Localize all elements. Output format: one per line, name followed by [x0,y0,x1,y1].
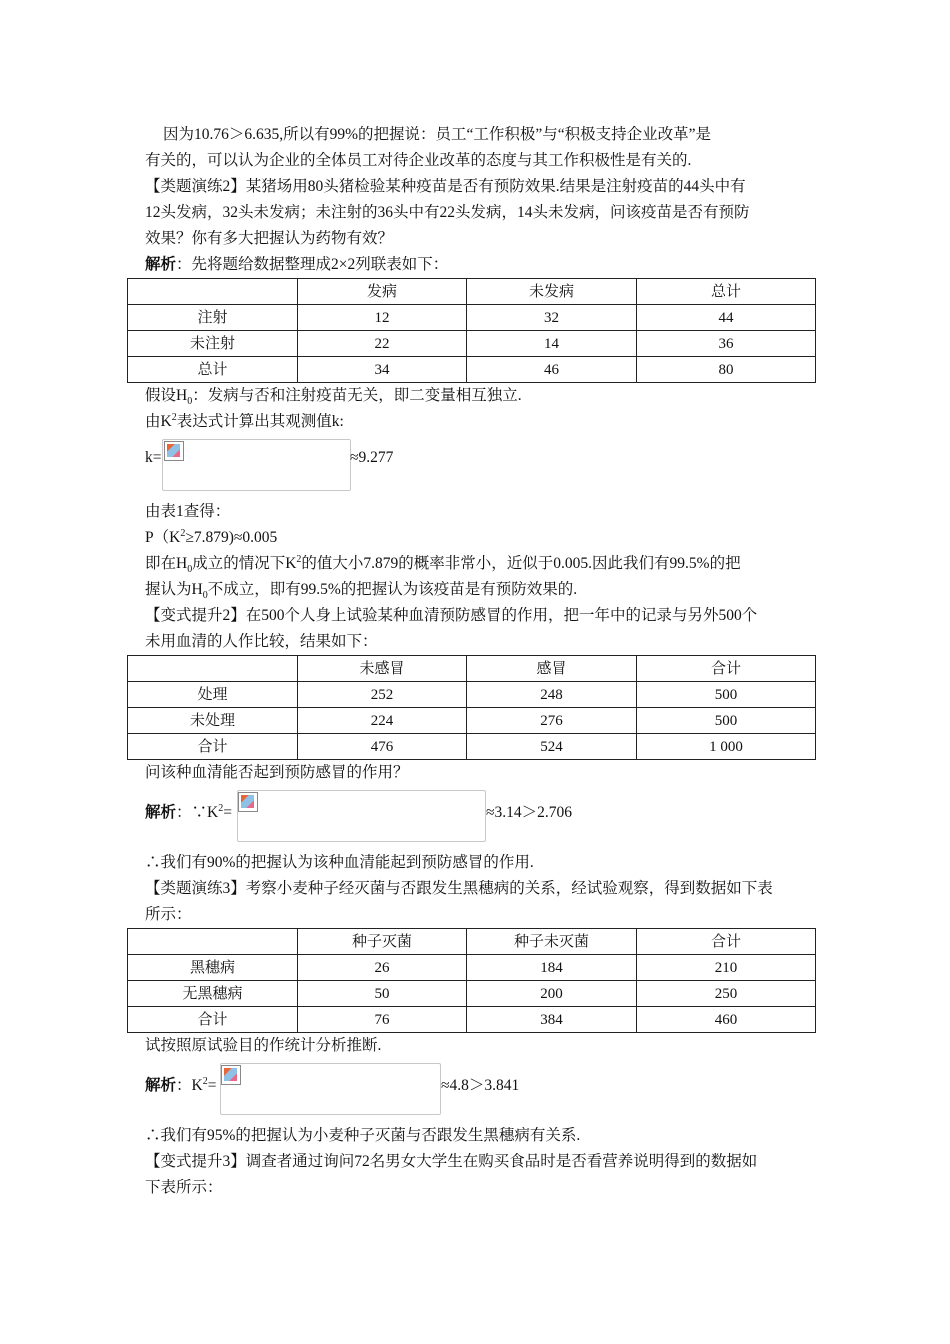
table-cell: 22 [298,331,467,357]
table-cell [128,279,298,305]
table-header-row [128,656,816,682]
table-cell: 210 [637,955,816,981]
table-cell: 发病 [298,279,467,305]
table-cell: 80 [637,357,816,383]
table-cell: 460 [637,1007,816,1033]
formula-result: ≈9.277 [350,449,394,466]
superscript: 2 [180,527,186,539]
conclusion-text: 握认为H [145,581,203,598]
table-cell: 500 [637,682,816,708]
formula-label [145,800,232,822]
table-cell: 合计 [128,734,298,760]
table-cell: 种子未灭菌 [467,929,637,955]
table-cell: 276 [467,708,637,734]
table-cell: 252 [298,682,467,708]
table-cell: 合计 [637,929,816,955]
table-row [128,682,816,708]
conclusion-line-1 [145,551,815,577]
solution-text: ：先将题给数据整理成2×2列联表如下： [176,256,449,273]
table-cell: 处理 [128,682,298,708]
serum-k2-formula [145,790,815,850]
hypothesis-text: ：发病与否和注射疫苗无关，即二变量相互独立. [192,387,522,404]
table-header-row [128,929,816,955]
formula-prefix: ：K [176,1077,203,1094]
table-row [128,305,816,331]
broken-image-icon [221,1065,241,1085]
formula-result: ≈4.8＞3.841 [441,1077,520,1094]
table-cell: 无黑穗病 [128,981,298,1007]
table-header-row [128,279,816,305]
prob-text: ≥7.879)≈0.005 [185,529,278,546]
table-cell [128,929,298,955]
document-page [145,122,815,1201]
table-cell: 34 [298,357,467,383]
superscript: 2 [218,802,224,814]
table-cell: 注射 [128,305,298,331]
table-cell: 250 [637,981,816,1007]
table-row [128,331,816,357]
var2-conclusion: ∴我们有90%的把握认为该种血清能起到预防感冒的作用. [145,854,534,871]
var3-line-2: 下表所示： [145,1179,223,1196]
table-cell: 200 [467,981,637,1007]
formula-result: ≈3.14＞2.706 [486,804,573,821]
table-cell: 合计 [128,1007,298,1033]
vaccine-contingency-table [127,278,816,383]
var2-line-2: 未用血清的人作比较，结果如下： [145,633,378,650]
probability-line [145,525,815,551]
table-cell: 184 [467,955,637,981]
solution-label: 解析 [145,804,177,821]
table-cell: 总计 [128,357,298,383]
equals-sign: = [207,1077,217,1094]
table-cell: 14 [467,331,637,357]
intro-line-2: 有关的，可以认为企业的全体员工对待企业改革的态度与其工作积极性是有关的. [145,152,692,169]
ex3-question: 试按照原试验目的作统计分析推断. [145,1037,382,1054]
calc-text: 由K [145,413,172,430]
superscript: 2 [296,553,302,565]
table-row [128,734,816,760]
table-cell: 未发病 [467,279,637,305]
table-row [128,1007,816,1033]
ex3-line-2: 所示： [145,906,192,923]
formula-prefix: ：∵K [176,804,219,821]
table-cell: 黑穗病 [128,955,298,981]
ex2-line-3: 效果？你有多大把握认为药物有效？ [145,230,394,247]
ex2-solution-intro [145,252,815,278]
wheat-k2-formula [145,1063,815,1123]
table-cell: 感冒 [467,656,637,682]
table-row [128,955,816,981]
broken-image-icon [238,792,258,812]
solution-label: 解析 [145,1077,177,1094]
table-cell: 476 [298,734,467,760]
hypothesis-text: 假设H [145,387,188,404]
var2-question: 问该种血清能否起到预防感冒的作用？ [145,764,409,781]
var2-line-1: 【变式提升2】在500个人身上试验某种血清预防感冒的作用，把一年中的记录与另外500个 [145,607,758,624]
table-cell: 36 [637,331,816,357]
table-cell: 未处理 [128,708,298,734]
serum-contingency-table [127,655,816,760]
table-cell: 46 [467,357,637,383]
conclusion-line-2 [145,577,815,603]
broken-image-icon [164,441,184,461]
ex3-conclusion: ∴我们有95%的把握认为小麦种子灭菌与否跟发生黑穗病有关系. [145,1127,581,1144]
table-cell: 种子灭菌 [298,929,467,955]
table-cell: 500 [637,708,816,734]
equals-sign: = [223,804,232,821]
conclusion-text: 即在H [145,555,188,572]
var3-line-1: 【变式提升3】调查者通过询问72名男女大学生在购买食品时是否看营养说明得到的数据如 [145,1153,758,1170]
formula-image-placeholder [220,1063,441,1115]
table-cell: 32 [467,305,637,331]
wheat-contingency-table [127,928,816,1033]
table-cell: 524 [467,734,637,760]
solution-label: 解析 [145,256,177,273]
table-cell: 248 [467,682,637,708]
table-cell: 26 [298,955,467,981]
calc-line [145,409,815,435]
table-cell: 12 [298,305,467,331]
conclusion-text: 不成立，即有99.5%的把握认为该疫苗是有预防效果的. [207,581,578,598]
prob-text: P（K [145,529,181,546]
formula-image-placeholder [237,790,486,842]
intro-line-1: 因为10.76＞6.635,所以有99%的把握说：员工“工作积极”与“积极支持企业改革”是 [163,126,712,143]
table-row [128,981,816,1007]
formula-image-placeholder [162,439,351,491]
formula-label [145,1073,216,1095]
table-cell [128,656,298,682]
superscript: 2 [202,1075,208,1087]
table-cell: 384 [467,1007,637,1033]
table-row [128,357,816,383]
table-cell: 44 [637,305,816,331]
table-row [128,708,816,734]
conclusion-text: 的值大小7.879的概率非常小，近似于0.005.因此我们有99.5%的把 [301,555,741,572]
table-cell: 总计 [637,279,816,305]
subscript: 0 [187,564,193,576]
table-cell: 1 000 [637,734,816,760]
formula-label: k= [145,449,162,466]
ex3-line-1: 【类题演练3】考察小麦种子经灭菌与否跟发生黑穗病的关系，经试验观察，得到数据如下表 [145,880,773,897]
table-cell: 50 [298,981,467,1007]
table-cell: 合计 [637,656,816,682]
ex2-line-2: 12头发病，32头未发病；未注射的36头中有22头发病，14头未发病，问该疫苗是否有预防 [145,204,750,221]
table-cell: 76 [298,1007,467,1033]
ex2-line-1: 【类题演练2】某猪场用80头猪检验某种疫苗是否有预防效果.结果是注射疫苗的44头中有 [145,178,746,195]
calc-text: 表达式计算出其观测值k: [176,413,344,430]
lookup-line: 由表1查得： [145,503,231,520]
hypothesis-line [145,383,815,409]
superscript: 2 [171,411,177,423]
conclusion-text: 成立的情况下K [192,555,297,572]
table-cell: 224 [298,708,467,734]
subscript: 0 [187,396,193,408]
table-cell: 未感冒 [298,656,467,682]
subscript: 0 [202,590,208,602]
table-cell: 未注射 [128,331,298,357]
k-formula [145,439,815,499]
